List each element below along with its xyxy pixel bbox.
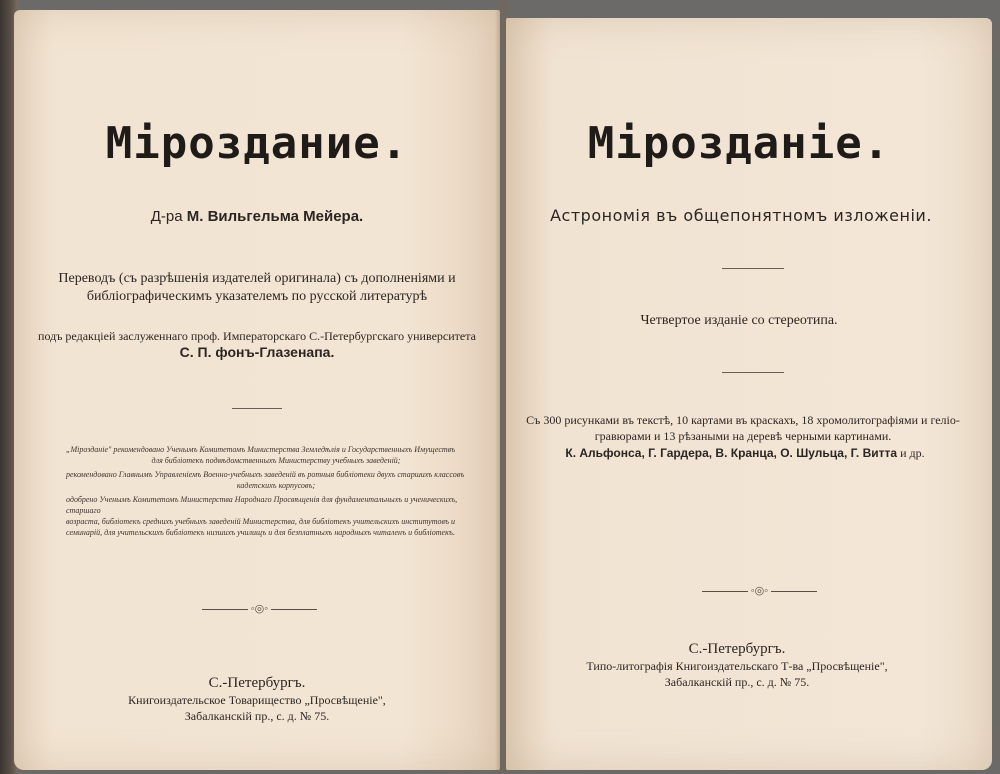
left-page-title: Мiроздание.: [105, 118, 409, 169]
ornament-icon: ◦◎◦: [250, 603, 269, 615]
show-through-text: [194, 372, 344, 392]
imprint-printer: Типо-литографiя Книгоиздательскаго Т-ва „Просвѣщенiе",: [586, 659, 888, 673]
recommendation-line: кадетскихъ корпусовъ;: [236, 481, 316, 490]
ornament: [202, 602, 317, 615]
separator-rule: [722, 372, 784, 373]
right-page-title: Мiрозданiе.: [587, 118, 891, 169]
author-prefix: Д-ра: [150, 208, 183, 225]
translation-line-2: библiографическимъ указателемъ по русской литературѣ: [86, 289, 428, 304]
ornament: [702, 584, 817, 597]
author-name: М. Вильгельма Мейера.: [186, 208, 364, 225]
imprint-address: Забалканскiй пр., с. д. № 75.: [184, 709, 330, 723]
edition-note: Четвертое изданiе со стереотипа.: [640, 313, 838, 328]
artists-suffix: и др.: [900, 446, 925, 460]
recommendation-line: одобрено Ученымъ Комитетомъ Министерства Народнаго Просвѣщенiя для фундаментальныхъ и ученическихъ, старшаго: [66, 495, 458, 515]
separator-rule: [232, 408, 282, 409]
translation-line-1: Переводъ (съ разрѣшенiя издателей оригинала) съ дополненiями и: [58, 271, 456, 286]
recommendation-line: рекомендовано Главнымъ Управленiемъ Военно-учебныхъ заведенiй въ ротныя библiотеки двухъ старшихъ классовъ: [66, 470, 465, 479]
right-page: [506, 18, 992, 770]
recommendation-line: возраста, библiотекъ среднихъ учебныхъ заведенiй Министерства, для библiотекъ учительскихъ институтовъ и: [66, 517, 456, 526]
illustrations-line-2: гравюрами и 13 рѣзаными на деревѣ черными картинами.: [594, 429, 892, 443]
imprint-city: С.-Петербургъ.: [688, 641, 786, 657]
artists-line: [502, 446, 988, 461]
editor-name: С. П. фонъ-Глазенапа.: [179, 344, 335, 360]
recommendation-line: „Мiрозданiе" рекомендовано Ученымъ Комитетомъ Министерства Земледѣлiя и Государственныхъ Имуществъ: [66, 445, 456, 454]
editor-line: подъ редакцiей заслуженнаго проф. Императорскаго С.-Петербургскаго университета: [38, 329, 476, 343]
imprint-address: Забалканскiй пр., с. д. № 75.: [664, 675, 810, 689]
subtitle: Астрономiя въ общепонятномъ изложенiи.: [550, 206, 932, 225]
imprint-city: С.-Петербургъ.: [208, 675, 306, 691]
artists-names: К. Альфонса, Г. Гардера, В. Кранца, О. Шульца, Г. Витта: [565, 446, 898, 460]
author-line: [14, 208, 500, 225]
left-page: [14, 10, 500, 770]
imprint-publisher: Книгоиздательское Товарищество „Просвѣщенiе",: [128, 693, 386, 707]
illustrations-line-1: Съ 300 рисунками въ текстѣ, 10 картами въ краскахъ, 18 хромолитографiями и гелiо-: [526, 413, 960, 427]
illustrations-note: [500, 412, 986, 444]
recommendation-line: для библiотекъ подвѣдомственныхъ Министерству учебныхъ заведенiй;: [151, 456, 401, 465]
translation-note: [14, 270, 500, 306]
ornament-icon: ◦◎◦: [750, 585, 769, 597]
recommendation-line: семинарiй, для учительскихъ библiотекъ низшихъ училищъ и для безплатныхъ народныхъ читаленъ и библiотекъ.: [66, 528, 455, 537]
recommendations-block: [66, 444, 486, 538]
separator-rule: [722, 268, 784, 269]
